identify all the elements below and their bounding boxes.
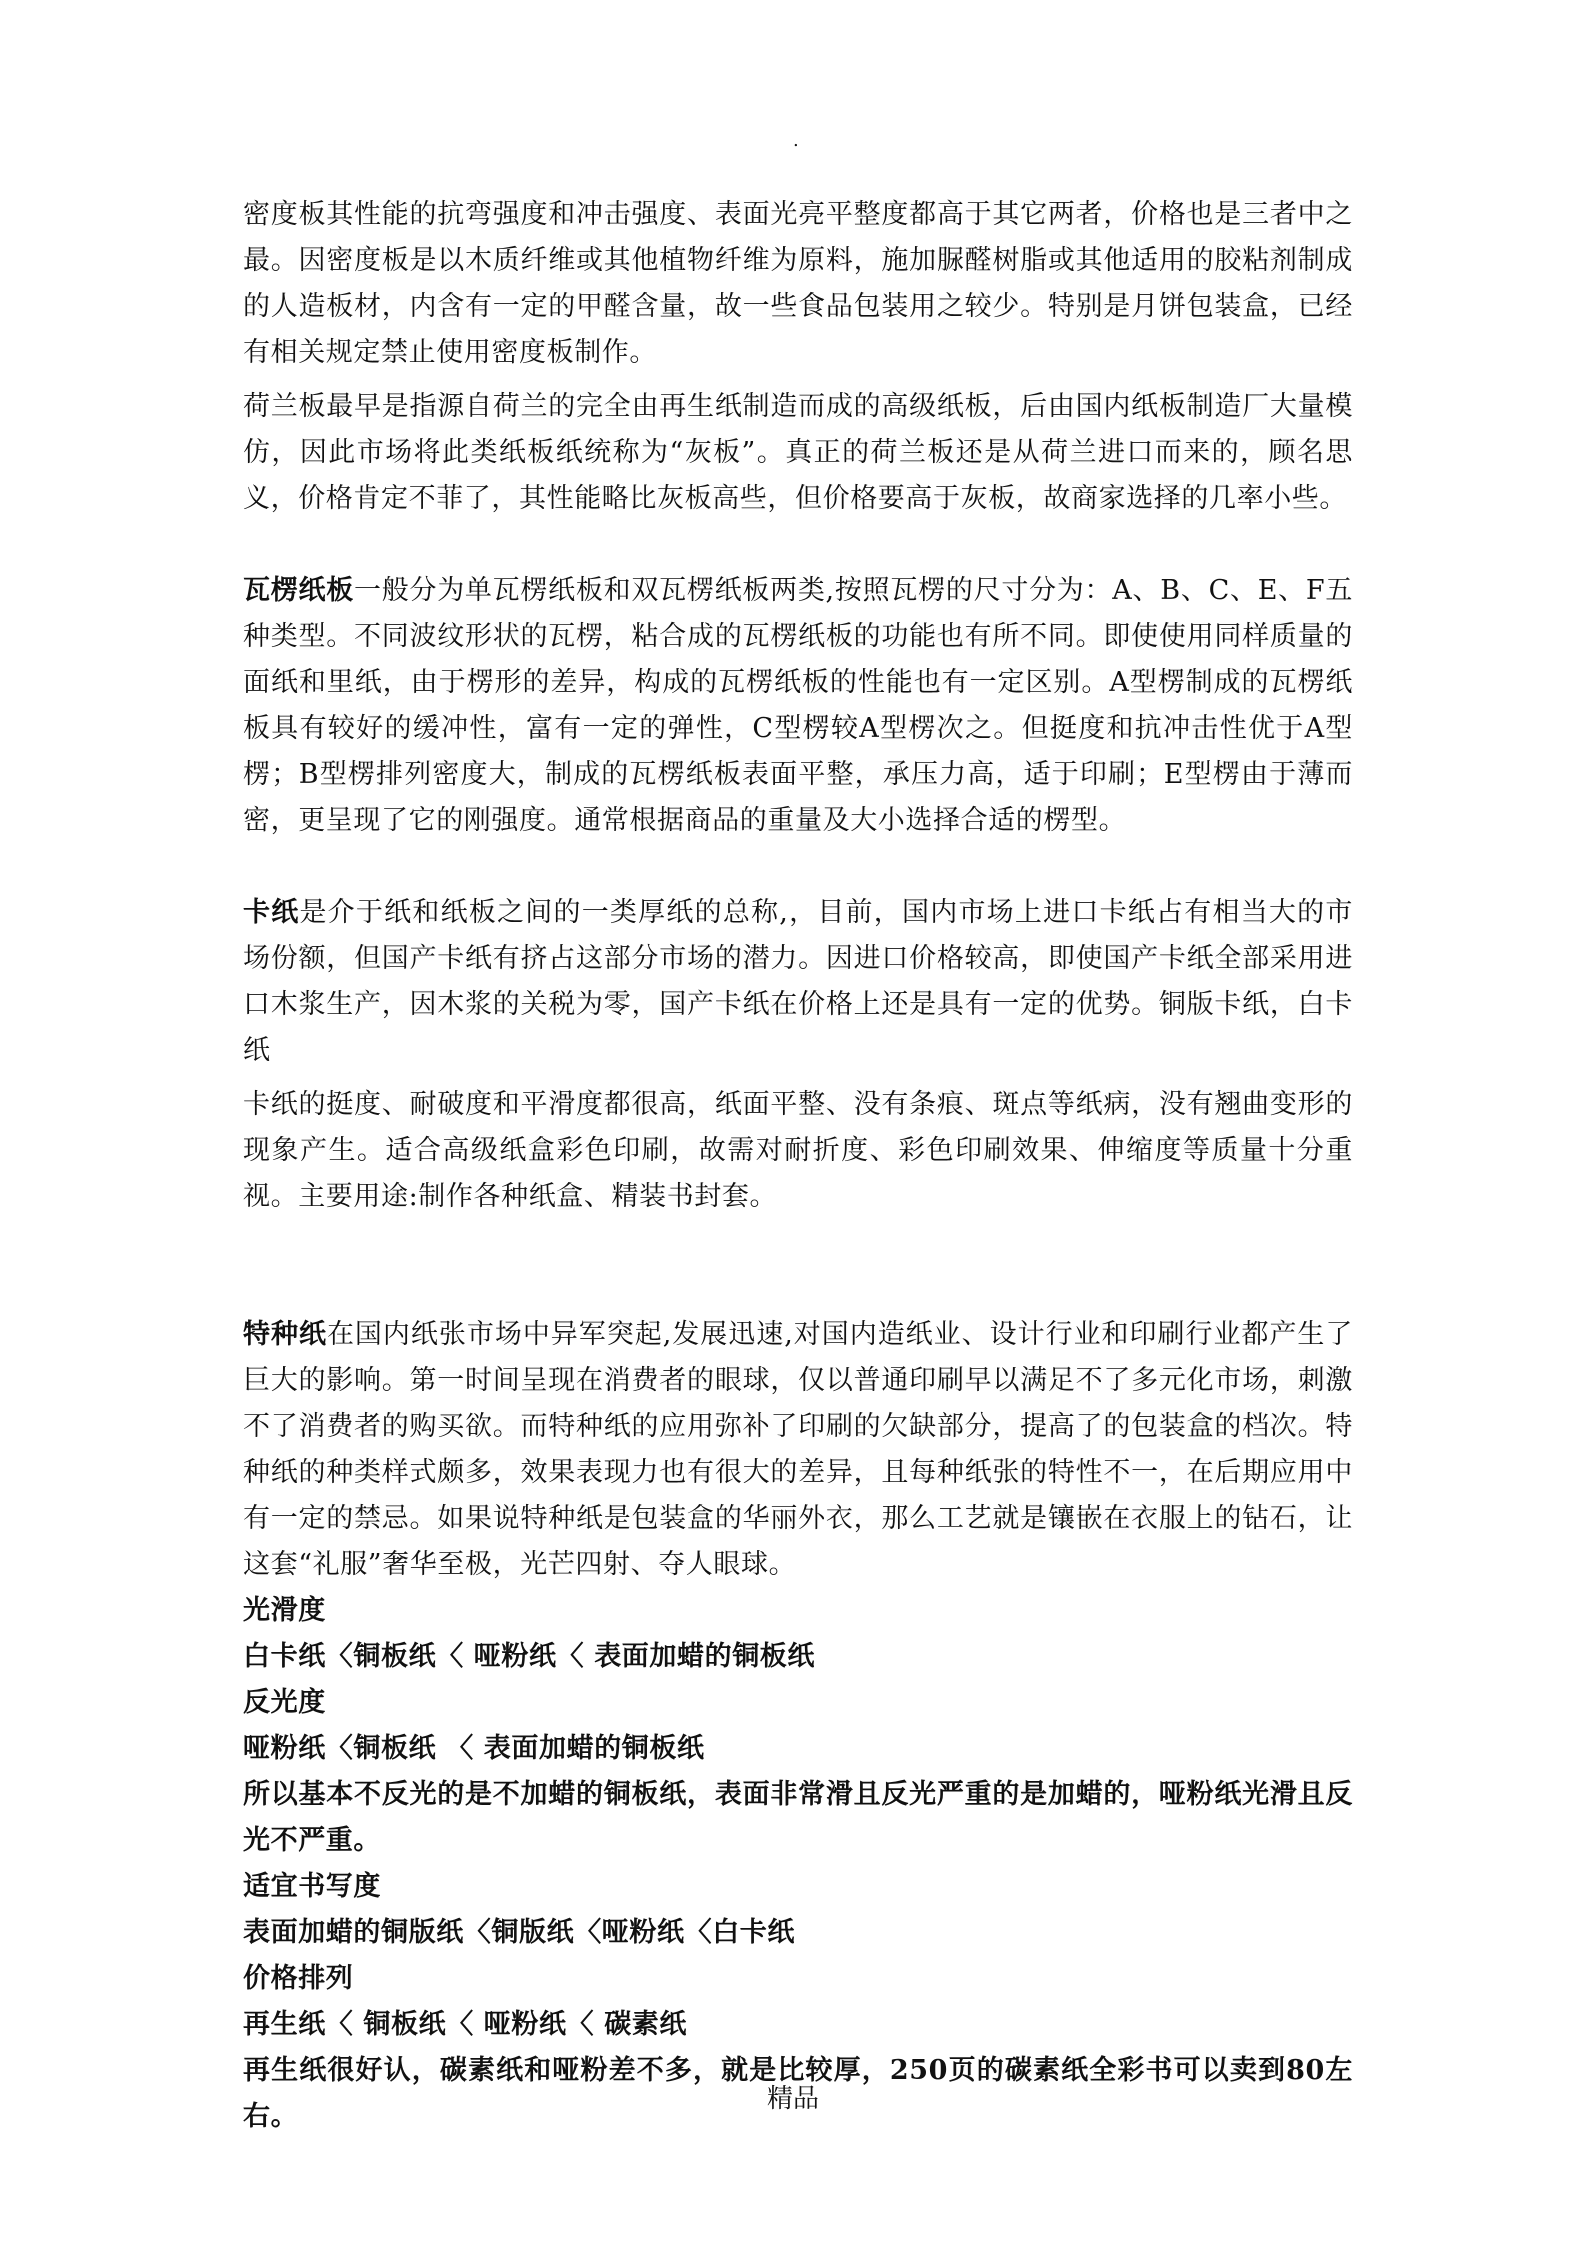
paragraph-cardboard-properties: 卡纸的挺度、耐破度和平滑度都很高，纸面平整、没有条痕、斑点等纸病，没有翘曲变形的现象产生。适合高级纸盒彩色印刷，故需对耐折度、彩色印刷效果、伸缩度等质量十分重视。主要用途:制作各种纸盒、精装书封套。 xyxy=(243,1089,1353,1212)
term-special-paper: 特种纸 xyxy=(243,1319,327,1350)
paragraph-cardboard xyxy=(243,890,1353,1074)
term-cardboard: 卡纸 xyxy=(243,897,300,928)
text-special-paper: 在国内纸张市场中异军突起,发展迅速,对国内造纸业、设计行业和印刷行业都产生了巨大的影响。第一时间呈现在消费者的眼球，仅以普通印刷早以满足不了多元化市场，刺激不了消费者的购买欲。而特种纸的应用弥补了印刷的欠缺部分，提高了的包装盒的档次。特种纸的种类样式颇多，效果表现力也有很大的差异，且每种纸张的特性不一，在后期应用中有一定的禁忌。如果说特种纸是包装盒的华丽外衣，那么工艺就是镶嵌在衣服上的钻石，让这套“礼服”奢华至极，光芒四射、夺人眼球。 xyxy=(243,1319,1353,1580)
paragraph-density-board: 密度板其性能的抗弯强度和冲击强度、表面光亮平整度都高于其它两者，价格也是三者中之最。因密度板是以木质纤维或其他植物纤维为原料，施加脲醛树脂或其他适用的胶粘剂制成的人造板材，内含有一定的甲醛含量，故一些食品包装用之较少。特别是月饼包装盒，已经有相关规定禁止使用密度板制作。 xyxy=(243,199,1353,368)
footer-label: 精品 xyxy=(766,2084,819,2114)
price-title: 价格排列 xyxy=(243,1963,354,1994)
paragraph-corrugated-board xyxy=(243,568,1353,844)
price-order: 再生纸〈 铜板纸〈 哑粉纸〈 碳素纸 xyxy=(243,2009,687,2040)
writing-order: 表面加蜡的铜版纸〈铜版纸〈哑粉纸〈白卡纸 xyxy=(243,1917,795,1948)
text-cardboard: 是介于纸和纸板之间的一类厚纸的总称,，目前，国内市场上进口卡纸占有相当大的市场份额，但国产卡纸有挤占这部分市场的潜力。因进口价格较高，即使国产卡纸全部采用进口木浆生产，因木浆的关税为零，国产卡纸在价格上还是具有一定的优势。铜版卡纸，白卡纸 xyxy=(243,897,1353,1066)
paragraph-holland-board: 荷兰板最早是指源自荷兰的完全由再生纸制造而成的高级纸板，后由国内纸板制造厂大量模仿，因此市场将此类纸板纸统称为“灰板”。真正的荷兰板还是从荷兰进口而来的，顾名思义，价格肯定不菲了，其性能略比灰板高些，但价格要高于灰板，故商家选择的几率小些。 xyxy=(243,391,1353,514)
writing-title: 适宜书写度 xyxy=(243,1871,381,1902)
smoothness-title: 光滑度 xyxy=(243,1595,326,1626)
term-corrugated-board: 瓦楞纸板 xyxy=(243,575,354,606)
document-body xyxy=(243,192,1353,2140)
price-note: 再生纸很好认，碳素纸和哑粉差不多，就是比较厚，250页的碳素纸全彩书可以卖到80左右。 xyxy=(243,2055,1353,2132)
header-dot: . xyxy=(793,130,799,151)
text-corrugated-board: 一般分为单瓦楞纸板和双瓦楞纸板两类,按照瓦楞的尺寸分为：A、B、C、E、F五种类型。不同波纹形状的瓦楞，粘合成的瓦楞纸板的功能也有所不同。即使使用同样质量的面纸和里纸，由于楞形的差异，构成的瓦楞纸板的性能也有一定区别。A型楞制成的瓦楞纸板具有较好的缓冲性，富有一定的弹性，C型楞较A型楞次之。但挺度和抗冲击性优于A型楞；B型楞排列密度大，制成的瓦楞纸板表面平整，承压力高，适于印刷；E型楞由于薄而密，更呈现了它的刚强度。通常根据商品的重量及大小选择合适的楞型。 xyxy=(243,575,1353,836)
reflectivity-note: 所以基本不反光的是不加蜡的铜板纸，表面非常滑且反光严重的是加蜡的，哑粉纸光滑且反光不严重。 xyxy=(243,1779,1353,1856)
smoothness-order: 白卡纸〈铜板纸〈 哑粉纸〈 表面加蜡的铜板纸 xyxy=(243,1641,815,1672)
paragraph-special-paper xyxy=(243,1312,1353,1588)
reflectivity-title: 反光度 xyxy=(243,1687,326,1718)
reflectivity-order: 哑粉纸〈铜板纸 〈 表面加蜡的铜板纸 xyxy=(243,1733,705,1764)
